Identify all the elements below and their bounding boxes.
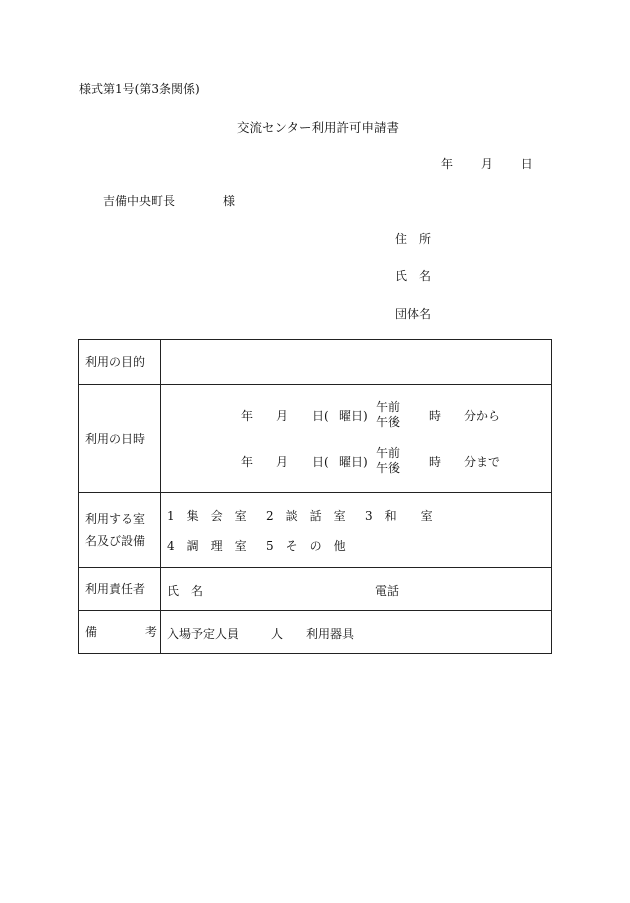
- start-weekday: 曜日): [339, 409, 368, 423]
- addressee: [103, 192, 235, 209]
- end-ampm: [376, 446, 400, 476]
- date-day: 日: [520, 157, 533, 171]
- notes-field[interactable]: [161, 611, 552, 654]
- start-ampm: [376, 400, 400, 430]
- room-field[interactable]: [161, 493, 552, 568]
- application-form-table: [78, 339, 552, 654]
- end-minute: 分まで: [464, 455, 501, 469]
- responsible-person-row: [79, 568, 552, 611]
- attendance-unit: 人: [271, 627, 284, 641]
- end-day: 日(: [312, 455, 329, 469]
- purpose-label: 利用の目的: [79, 340, 161, 385]
- applicant-group-label: 団体名: [395, 307, 432, 321]
- addressee-honorific: 様: [223, 194, 236, 208]
- applicant-name-label: 氏 名: [395, 269, 432, 283]
- document-title: 交流センター利用許可申請書: [237, 120, 400, 135]
- start-minute: 分から: [464, 409, 501, 423]
- responsible-person-name-label: 氏 名: [167, 584, 204, 598]
- end-weekday: 曜日): [339, 455, 368, 469]
- room-option-cooking[interactable]: 4 調 理 室: [167, 539, 247, 553]
- form-number: 様式第1号(第3条関係): [79, 82, 200, 96]
- notes-label: 備 考: [79, 611, 161, 654]
- room-option-other[interactable]: 5 そ の 他: [266, 539, 346, 553]
- start-datetime: [161, 400, 551, 430]
- datetime-row: [79, 385, 552, 493]
- equipment-label: 利用器具: [306, 627, 355, 641]
- purpose-field[interactable]: [161, 340, 552, 385]
- responsible-person-label: 利用責任者: [79, 568, 161, 611]
- applicant-address-label: 住 所: [395, 232, 432, 246]
- notes-row: [79, 611, 552, 654]
- responsible-person-phone-label: 電話: [375, 584, 400, 598]
- date-year: 年: [441, 157, 454, 171]
- end-month: 月: [276, 455, 289, 469]
- room-option-japanese[interactable]: 3 和 室: [365, 509, 433, 523]
- datetime-field[interactable]: [161, 385, 552, 493]
- room-option-assembly[interactable]: 1 集 会 室: [167, 509, 247, 523]
- start-year: 年: [241, 409, 254, 423]
- application-date: [441, 155, 533, 172]
- end-year: 年: [241, 455, 254, 469]
- room-option-lounge[interactable]: 2 談 話 室: [266, 509, 346, 523]
- end-pm: 午後: [376, 461, 401, 475]
- room-label-line-1: 利用する室: [85, 512, 146, 526]
- start-pm: 午後: [376, 415, 401, 429]
- start-month: 月: [276, 409, 289, 423]
- end-hour: 時: [429, 455, 442, 469]
- purpose-row: [79, 340, 552, 385]
- end-datetime: [161, 446, 551, 476]
- addressee-name: 吉備中央町長: [103, 194, 176, 208]
- start-hour: 時: [429, 409, 442, 423]
- date-month: 月: [480, 157, 493, 171]
- start-day: 日(: [312, 409, 329, 423]
- datetime-label: 利用の日時: [79, 385, 161, 493]
- room-label: [79, 493, 161, 568]
- room-row: [79, 493, 552, 568]
- responsible-person-field[interactable]: [161, 568, 552, 611]
- room-label-line-2: 名及び設備: [85, 534, 146, 548]
- start-am: 午前: [376, 400, 401, 414]
- end-am: 午前: [376, 446, 401, 460]
- expected-attendance-label: 入場予定人員: [167, 627, 240, 641]
